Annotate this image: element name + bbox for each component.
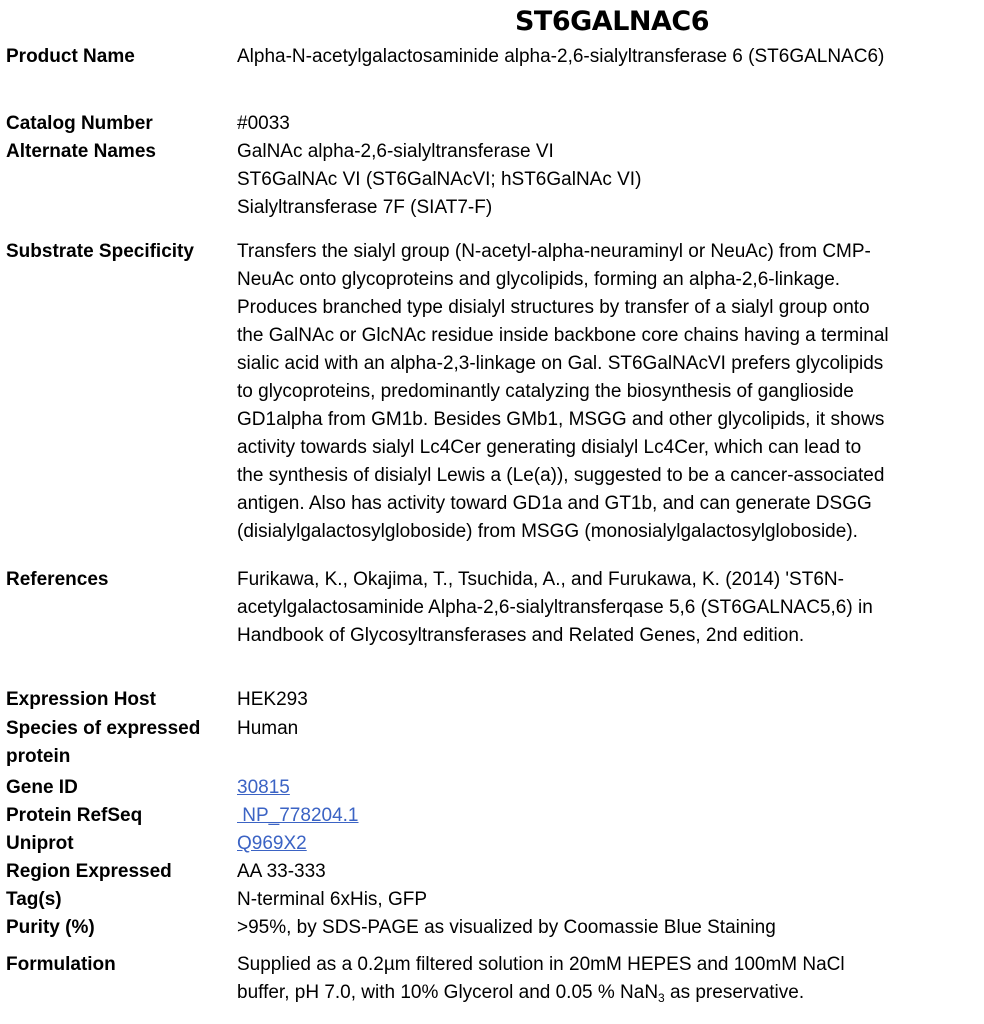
paragraph-line [237, 979, 977, 1007]
protein-refseq-link[interactable]: NP_778204.1 [237, 805, 359, 826]
paragraph-line: Produces branched type disialyl structures by transfer of a sialyl group onto [237, 297, 870, 318]
field-value-paragraph [237, 238, 977, 546]
field-value [237, 774, 977, 802]
field-value [237, 802, 977, 830]
paragraph-line: the GalNAc or GlcNAc residue inside backbone core chains having a terminal [237, 325, 889, 346]
uniprot-link[interactable]: Q969X2 [237, 833, 307, 854]
paragraph-line: (disialylgalactosylgloboside) from MSGG (monosialylgalactosylgloboside). [237, 521, 858, 542]
paragraph-line: antigen. Also has activity toward GD1a and GT1b, and can generate DSGG [237, 493, 872, 514]
field-label: References [6, 569, 109, 590]
formulation-text: as preservative. [664, 982, 805, 1003]
paragraph-line: Supplied as a 0.2µm filtered solution in 20mM HEPES and 100mM NaCl [237, 954, 845, 975]
paragraph-line: acetylgalactosaminide Alpha-2,6-sialyltransferqase 5,6 (ST6GALNAC5,6) in [237, 597, 873, 618]
field-label: Substrate Specificity [6, 241, 194, 262]
field-value: #0033 [237, 113, 290, 134]
subscript: 3 [658, 991, 665, 1005]
field-label: Uniprot [6, 833, 74, 854]
paragraph-line: GD1alpha from GM1b. Besides GMb1, MSGG and other glycolipids, it shows [237, 409, 885, 430]
field-value: >95%, by SDS-PAGE as visualized by Coomassie Blue Staining [237, 917, 776, 938]
field-value-list [237, 138, 977, 222]
field-label: Gene ID [6, 777, 78, 798]
field-value: HEK293 [237, 689, 308, 710]
field-label [6, 715, 231, 771]
paragraph-line: Handbook of Glycosyltransferases and Related Genes, 2nd edition. [237, 625, 805, 646]
field-label-line: protein [6, 746, 71, 767]
alternate-name: GalNAc alpha-2,6-sialyltransferase VI [237, 141, 554, 162]
gene-id-link[interactable]: 30815 [237, 777, 290, 798]
paragraph-line: the synthesis of disialyl Lewis a (Le(a)), suggested to be a cancer-associated [237, 465, 885, 486]
paragraph-line: to glycoproteins, predominantly catalyzing the biosynthesis of ganglioside [237, 381, 854, 402]
field-label-line: Species of expressed [6, 718, 201, 739]
field-value-paragraph [237, 951, 977, 1007]
field-value: Human [237, 718, 299, 739]
field-value-paragraph [237, 566, 977, 650]
paragraph-line: Transfers the sialyl group (N-acetyl-alpha-neuraminyl or NeuAc) from CMP- [237, 241, 871, 262]
field-label: Purity (%) [6, 917, 95, 938]
field-value: N-terminal 6xHis, GFP [237, 889, 428, 910]
page-title: ST6GALNAC6 [514, 6, 709, 37]
field-label: Protein RefSeq [6, 805, 143, 826]
field-label: Alternate Names [6, 141, 156, 162]
paragraph-line: Furikawa, K., Okajima, T., Tsuchida, A., and Furukawa, K. (2014) 'ST6N- [237, 569, 844, 590]
formulation-text: buffer, pH 7.0, with 10% Glycerol and 0.05 % NaN [237, 982, 659, 1003]
field-label: Expression Host [6, 689, 156, 710]
paragraph-line: sialic acid with an alpha-2,3-linkage on Gal. ST6GalNAcVI prefers glycolipids [237, 353, 884, 374]
paragraph-line: activity towards sialyl Lc4Cer generating disialyl Lc4Cer, which can lead to [237, 437, 862, 458]
field-label: Formulation [6, 954, 116, 975]
field-label: Product Name [6, 46, 135, 67]
alternate-name: Sialyltransferase 7F (SIAT7-F) [237, 197, 493, 218]
field-value: Alpha-N-acetylgalactosaminide alpha-2,6-sialyltransferase 6 (ST6GALNAC6) [237, 46, 885, 67]
field-value: AA 33-333 [237, 861, 326, 882]
field-label: Region Expressed [6, 861, 172, 882]
field-label: Catalog Number [6, 113, 153, 134]
field-value [237, 830, 977, 858]
field-label: Tag(s) [6, 889, 62, 910]
alternate-name: ST6GalNAc VI (ST6GalNAcVI; hST6GalNAc VI) [237, 169, 642, 190]
paragraph-line: NeuAc onto glycoproteins and glycolipids, forming an alpha-2,6-linkage. [237, 269, 841, 290]
